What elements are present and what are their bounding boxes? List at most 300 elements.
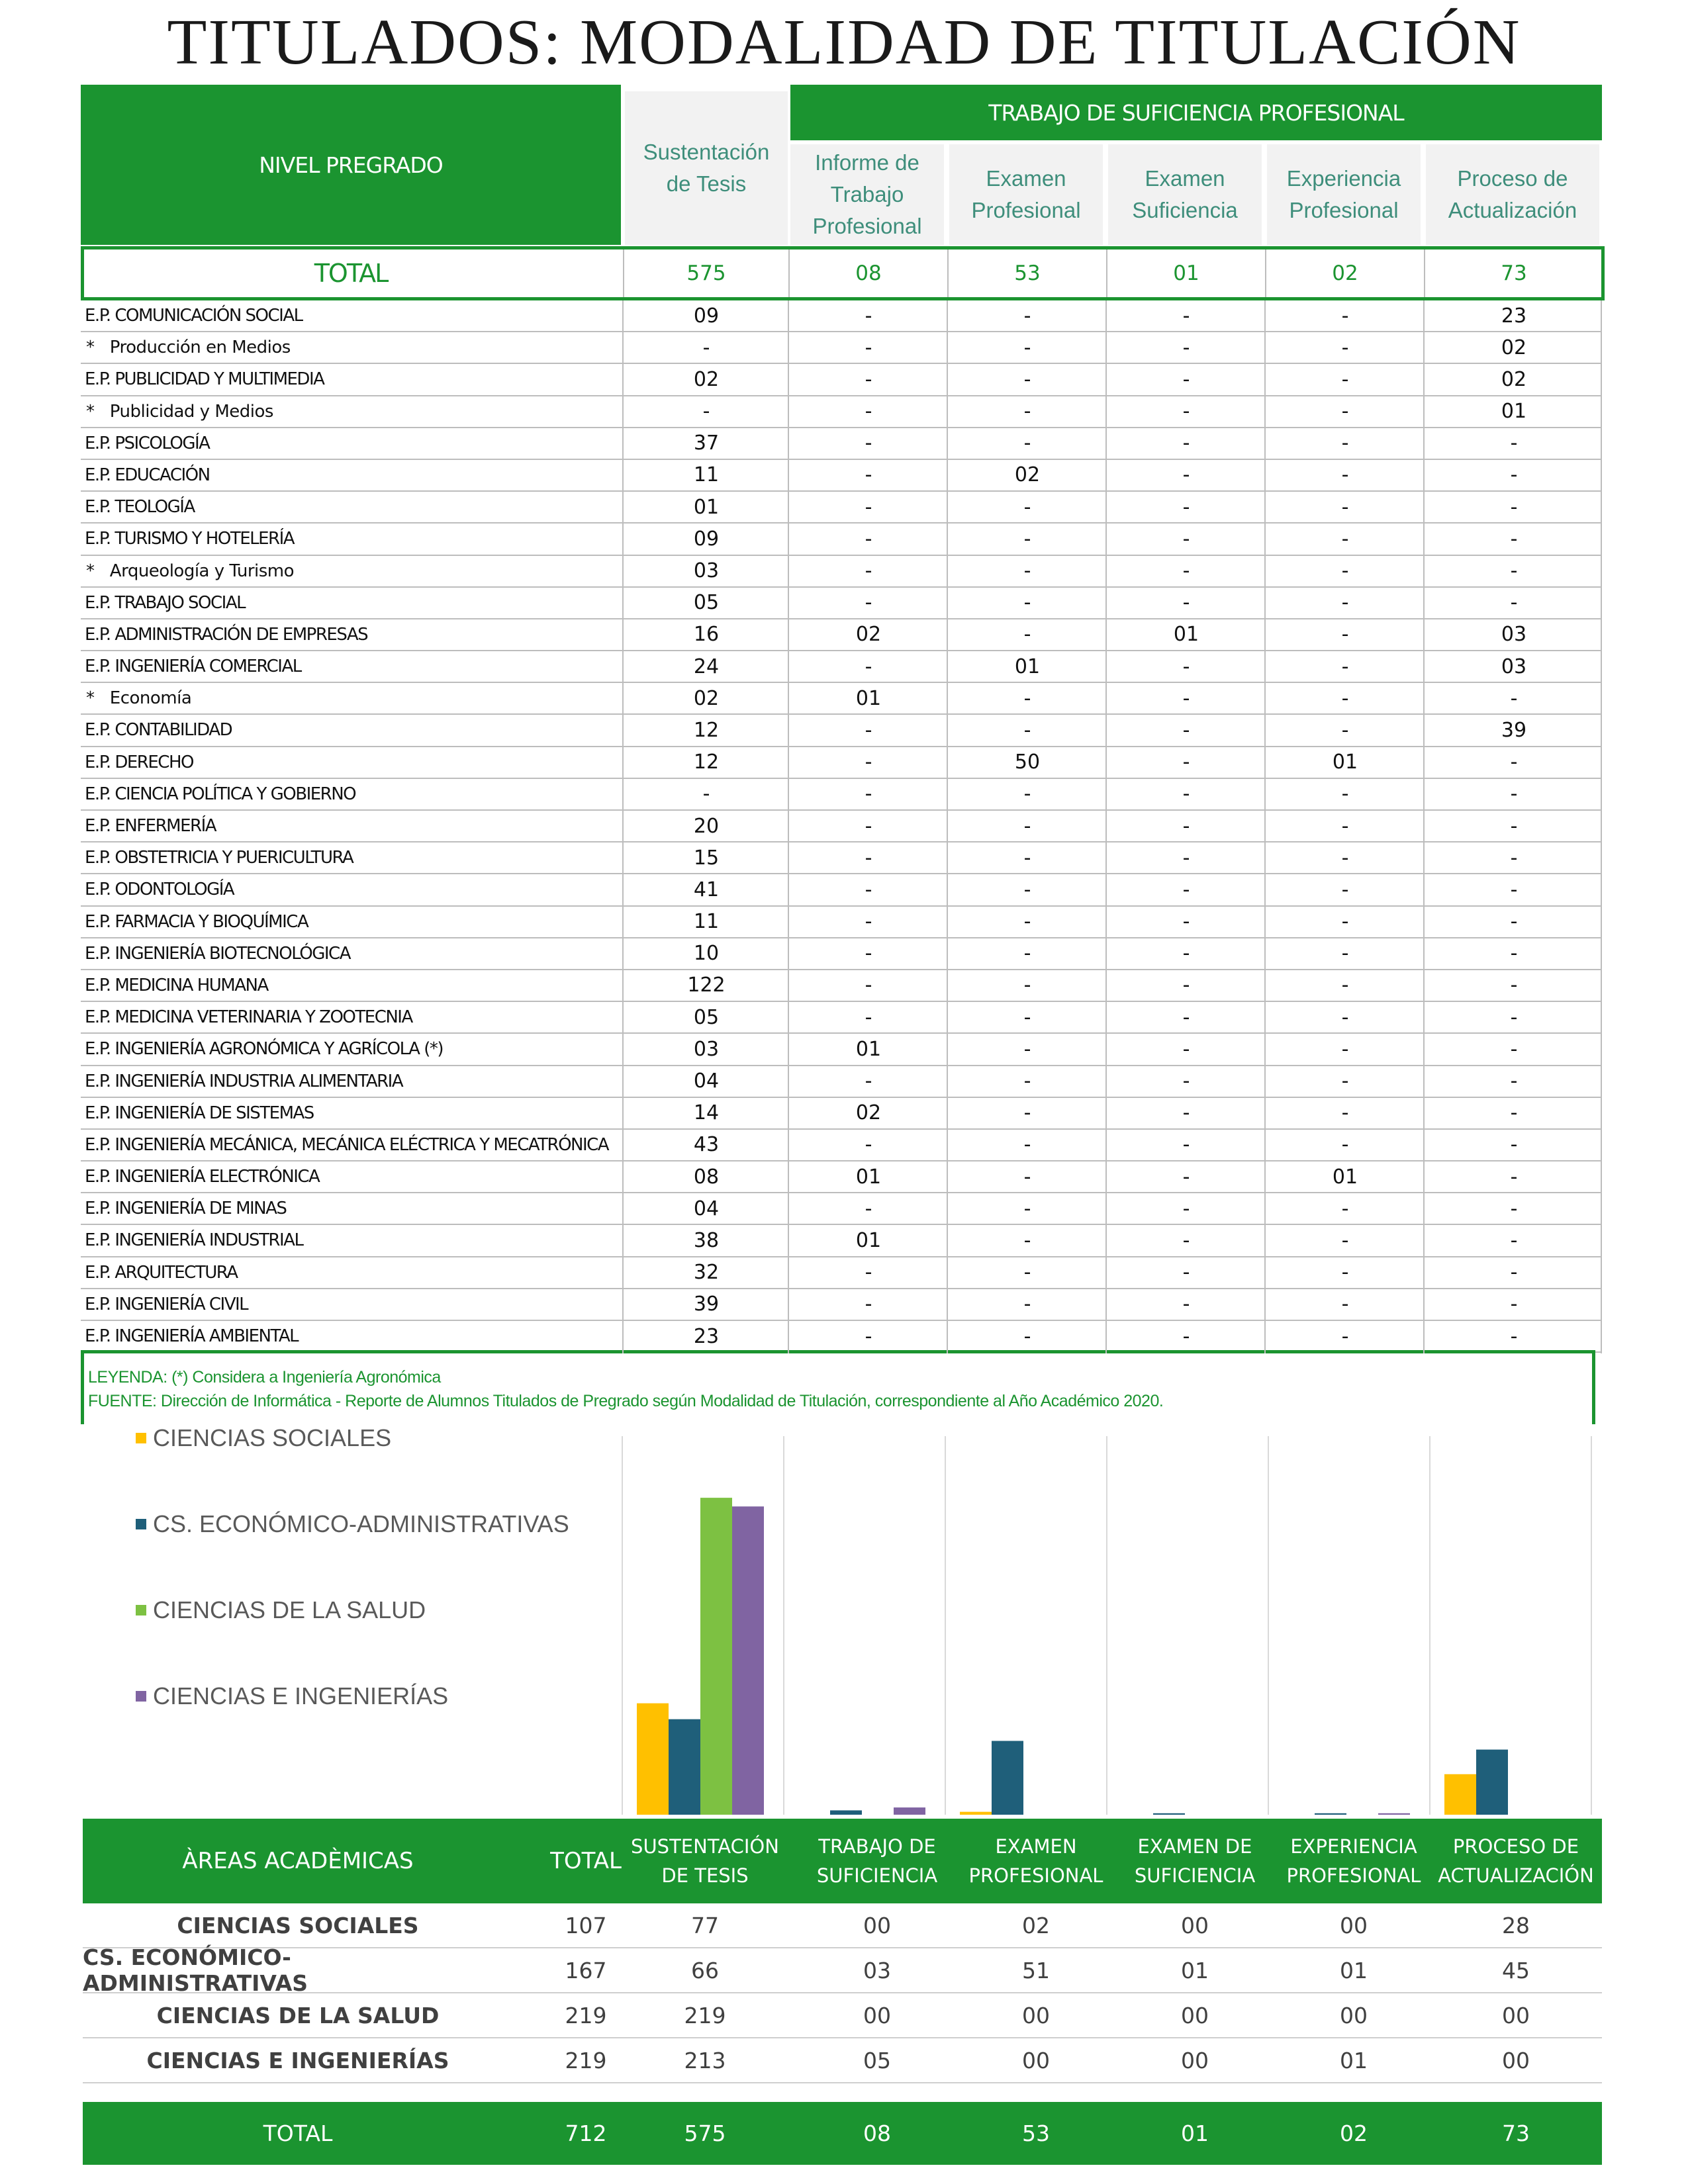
areas-total-value: 73 [1502, 2120, 1530, 2146]
table-row [81, 619, 1602, 651]
bar-3-1 [894, 1807, 925, 1815]
value-cell: - [1341, 878, 1349, 901]
area-name: CS. ECONÓMICO-ADMINISTRATIVAS [83, 1944, 308, 1996]
legend-label: CIENCIAS E INGENIERÍAS [153, 1682, 449, 1709]
total-row [81, 246, 1605, 300]
value-cell: - [865, 1005, 872, 1029]
value-cell: - [1341, 974, 1349, 997]
program-name: E.P. INGENIERÍA AGRONÓMICA Y AGRÍCOLA (*) [85, 1039, 443, 1060]
areas-header-cell [1274, 1819, 1433, 1903]
program-name: E.P. FARMACIA Y BIOQUÍMICA [85, 911, 308, 932]
area-value: 107 [565, 1912, 607, 1938]
value-cell: - [1510, 1197, 1518, 1220]
areas-table [83, 1819, 1602, 2165]
value-cell: 05 [693, 1005, 720, 1029]
table-row [81, 428, 1602, 460]
legend-item [136, 1682, 448, 1710]
value-cell: - [1510, 1324, 1518, 1348]
value-cell: 41 [693, 878, 720, 901]
areas-total-value: 08 [863, 2120, 891, 2146]
value-cell: 03 [693, 1037, 720, 1061]
tesis-header [625, 91, 788, 245]
program-name: E.P. MEDICINA HUMANA [85, 975, 268, 995]
area-value: 167 [565, 1957, 607, 1983]
value-cell: - [1023, 1005, 1031, 1029]
value-cell: - [1182, 1165, 1190, 1189]
value-cell: - [865, 974, 872, 997]
value-cell: 04 [693, 1197, 720, 1220]
value-cell: - [1023, 942, 1031, 966]
areas-header-cell [798, 1819, 957, 1903]
area-value: 00 [1502, 2002, 1530, 2028]
fuente-text: FUENTE: Dirección de Informática - Reporte de Alumnos Titulados de Pregrado según Modalidad de Titulación, correspondiente al Año Académico 2020. [88, 1392, 1164, 1410]
value-cell: - [1182, 527, 1190, 551]
value-cell: - [1182, 910, 1190, 934]
value-cell: 12 [693, 718, 720, 742]
program-name: E.P. ARQUITECTURA [85, 1262, 238, 1283]
value-cell: - [1341, 1005, 1349, 1029]
program-name: E.P. MEDICINA VETERINARIA Y ZOOTECNIA [85, 1007, 412, 1028]
areas-header-line: TRABAJO DE [818, 1835, 936, 1858]
program-name: * Producción en Medios [86, 338, 291, 358]
subcolumn-header-line: Suficiencia [1132, 198, 1238, 222]
value-cell: 09 [693, 527, 720, 551]
areas-total-value: 02 [1340, 2120, 1368, 2146]
area-value: 00 [1181, 2002, 1209, 2028]
value-cell: - [865, 782, 872, 806]
value-cell: - [1341, 1069, 1349, 1093]
table-row [81, 747, 1602, 779]
program-name: * Publicidad y Medios [86, 401, 273, 422]
value-cell: 08 [693, 1165, 720, 1189]
table-body [81, 300, 1602, 1353]
areas-header-cell [1430, 1819, 1602, 1903]
area-value: 00 [1022, 2047, 1050, 2073]
bar-3-4 [1378, 1813, 1410, 1815]
value-cell: 15 [693, 846, 720, 870]
areas-header-line: PROFESIONAL [968, 1864, 1103, 1887]
bar-1-2 [992, 1741, 1023, 1815]
value-cell: - [1182, 304, 1190, 328]
value-cell: 01 [855, 1165, 882, 1189]
leyenda-text: LEYENDA: (*) Considera a Ingeniería Agronómica [88, 1368, 441, 1387]
program-name: E.P. COMUNICACIÓN SOCIAL [85, 306, 303, 326]
value-cell: - [1341, 782, 1349, 806]
value-cell: - [1023, 1101, 1031, 1125]
subcolumn-header-line: Proceso de [1457, 166, 1568, 191]
value-cell: - [865, 942, 872, 966]
value-cell: - [1510, 878, 1518, 901]
value-cell: - [1182, 974, 1190, 997]
program-name: E.P. INGENIERÍA INDUSTRIAL [85, 1230, 303, 1251]
value-cell: - [1341, 942, 1349, 966]
value-cell: - [1182, 1197, 1190, 1220]
bar-0-2 [960, 1812, 992, 1815]
value-cell: - [1182, 495, 1190, 519]
area-value: 77 [691, 1912, 719, 1938]
total-label: TOTAL [314, 259, 388, 288]
areas-total-value: 575 [684, 2120, 726, 2146]
tsp-header: TRABAJO DE SUFICIENCIA PROFESIONAL [988, 99, 1404, 126]
tesis-header-line: Sustentación [643, 140, 770, 164]
program-name: E.P. INGENIERÍA INDUSTRIA ALIMENTARIA [85, 1071, 403, 1091]
area-value: 219 [565, 2002, 607, 2028]
value-cell: 01 [855, 686, 882, 710]
program-name: E.P. INGENIERÍA ELECTRÓNICA [85, 1167, 320, 1187]
areas-total-row [83, 2102, 1602, 2165]
areas-header-line: TOTAL [550, 1848, 622, 1874]
value-cell: - [1510, 591, 1518, 615]
program-name: E.P. ENFERMERÍA [85, 816, 216, 836]
table-row [81, 556, 1602, 588]
value-cell: - [1023, 878, 1031, 901]
value-cell: - [702, 336, 710, 359]
value-cell: 02 [855, 623, 882, 647]
areas-row [83, 1993, 1602, 2038]
areas-header-line: PROCESO DE [1452, 1835, 1579, 1858]
value-cell: - [865, 910, 872, 934]
tsp-subcolumn-header [949, 144, 1103, 245]
areas-header-line: ACTUALIZACIÓN [1438, 1864, 1594, 1887]
program-name: E.P. INGENIERÍA COMERCIAL [85, 657, 301, 677]
value-cell: - [1341, 814, 1349, 838]
table-row [81, 492, 1602, 523]
value-cell: 01 [855, 1228, 882, 1252]
value-cell: - [1023, 1324, 1031, 1348]
total-cell: 08 [855, 261, 882, 285]
value-cell: - [1182, 655, 1190, 678]
value-cell: - [1023, 591, 1031, 615]
value-cell: - [1510, 1133, 1518, 1157]
areas-header-line: ÀREAS ACADÈMICAS [182, 1848, 414, 1874]
value-cell: - [1341, 495, 1349, 519]
table-row [81, 811, 1602, 842]
value-cell: - [865, 751, 872, 774]
value-cell: - [865, 1293, 872, 1316]
value-cell: - [1510, 974, 1518, 997]
value-cell: - [1182, 1261, 1190, 1285]
areas-header-cell [83, 1819, 513, 1903]
area-value: 00 [1340, 1912, 1368, 1938]
value-cell: - [1341, 686, 1349, 710]
table-row [81, 1130, 1602, 1161]
area-value: 05 [863, 2047, 891, 2073]
subcolumn-header-line: Profesional [1289, 198, 1399, 222]
value-cell: - [1023, 846, 1031, 870]
legend-box [81, 1350, 1595, 1424]
value-cell: - [865, 1261, 872, 1285]
areas-header-cell [1115, 1819, 1274, 1903]
value-cell: - [1182, 846, 1190, 870]
program-name: E.P. EDUCACIÓN [85, 465, 210, 485]
value-cell: - [865, 367, 872, 391]
value-cell: - [1341, 591, 1349, 615]
value-cell: - [1510, 463, 1518, 487]
area-value: 51 [1022, 1957, 1050, 1983]
value-cell: - [1510, 527, 1518, 551]
value-cell: 02 [693, 367, 720, 391]
value-cell: - [1510, 782, 1518, 806]
areas-header-line: DE TESIS [661, 1864, 749, 1887]
value-cell: - [1341, 623, 1349, 647]
table-row [81, 1193, 1602, 1225]
value-cell: - [1341, 400, 1349, 424]
table-row [81, 715, 1602, 747]
areas-header-cell [957, 1819, 1115, 1903]
tsp-subcolumn-header [1426, 144, 1599, 245]
value-cell: - [1341, 1101, 1349, 1125]
table-row [81, 1321, 1602, 1353]
page-title: TITULADOS: MODALIDAD DE TITULACIÓN [167, 7, 1521, 78]
value-cell: - [1341, 336, 1349, 359]
value-cell: - [1182, 400, 1190, 424]
value-cell: - [1341, 910, 1349, 934]
tsp-subcolumn-header [1267, 144, 1421, 245]
table-row [81, 1098, 1602, 1130]
value-cell: - [1182, 336, 1190, 359]
bar-1-4 [1315, 1813, 1346, 1815]
program-name: E.P. INGENIERÍA MECÁNICA, MECÁNICA ELÉCTRICA Y MECATRÓNICA [85, 1134, 609, 1155]
bar-1-0 [669, 1719, 700, 1815]
value-cell: - [1023, 1261, 1031, 1285]
areas-row [83, 2038, 1602, 2083]
value-cell: - [1182, 718, 1190, 742]
area-value: 45 [1502, 1957, 1530, 1983]
value-cell: - [1510, 1165, 1518, 1189]
area-value: 213 [684, 2047, 726, 2073]
tsp-subcolumn-header [790, 144, 944, 245]
program-name: E.P. ODONTOLOGÍA [85, 880, 234, 900]
value-cell: 05 [693, 591, 720, 615]
areas-header [83, 1819, 1602, 1903]
subcolumn-header-line: Profesional [812, 214, 922, 238]
value-cell: - [1023, 432, 1031, 455]
value-cell: - [1341, 1133, 1349, 1157]
value-cell: - [1023, 1037, 1031, 1061]
value-cell: - [1023, 910, 1031, 934]
bar-1-5 [1476, 1750, 1508, 1815]
program-name: E.P. INGENIERÍA AMBIENTAL [85, 1326, 299, 1346]
value-cell: 01 [1014, 655, 1041, 678]
value-cell: - [1023, 1133, 1031, 1157]
value-cell: - [865, 718, 872, 742]
table-row [81, 396, 1602, 428]
program-name: E.P. DERECHO [85, 752, 193, 772]
table-row [81, 1161, 1602, 1193]
value-cell: 38 [693, 1228, 720, 1252]
value-cell: - [1510, 846, 1518, 870]
value-cell: - [1182, 1037, 1190, 1061]
value-cell: - [1510, 942, 1518, 966]
areas-header-line: EXPERIENCIA [1290, 1835, 1417, 1858]
bar-0-5 [1444, 1774, 1476, 1815]
value-cell: 37 [693, 432, 720, 455]
value-cell: - [865, 1324, 872, 1348]
legend-label: CIENCIAS SOCIALES [153, 1424, 392, 1451]
value-cell: 50 [1014, 751, 1041, 774]
area-name: CIENCIAS DE LA SALUD [156, 2002, 440, 2028]
value-cell: - [1510, 559, 1518, 582]
legend-swatch [136, 1519, 146, 1529]
value-cell: - [1023, 782, 1031, 806]
bar-0-0 [637, 1704, 669, 1815]
subcolumn-header-line: Experiencia [1286, 166, 1401, 191]
value-cell: - [865, 655, 872, 678]
value-cell: - [1341, 1037, 1349, 1061]
value-cell: - [1023, 686, 1031, 710]
bar-chart [0, 1423, 1688, 1820]
value-cell: 03 [1501, 623, 1527, 647]
table-row [81, 1225, 1602, 1257]
value-cell: - [1341, 559, 1349, 582]
legend-swatch [136, 1605, 146, 1615]
areas-total-value: 01 [1181, 2120, 1209, 2146]
area-value: 00 [863, 1912, 891, 1938]
table-row [81, 1257, 1602, 1289]
value-cell: 16 [693, 623, 720, 647]
value-cell: 23 [693, 1324, 720, 1348]
value-cell: - [1510, 1228, 1518, 1252]
value-cell: 122 [687, 974, 726, 997]
table-row [81, 842, 1602, 874]
value-cell: - [1182, 1324, 1190, 1348]
value-cell: - [1182, 367, 1190, 391]
value-cell: - [1182, 1101, 1190, 1125]
value-cell: - [865, 846, 872, 870]
value-cell: 02 [1501, 367, 1527, 391]
subcolumn-header-line: Trabajo [830, 182, 904, 206]
table-row [81, 907, 1602, 938]
areas-header-line: SUFICIENCIA [816, 1864, 938, 1887]
program-name: E.P. TRABAJO SOCIAL [85, 592, 246, 613]
value-cell: 32 [693, 1261, 720, 1285]
area-value: 00 [1502, 2047, 1530, 2073]
area-name: CIENCIAS SOCIALES [177, 1912, 419, 1938]
value-cell: - [1341, 304, 1349, 328]
value-cell: 04 [693, 1069, 720, 1093]
value-cell: - [1023, 1228, 1031, 1252]
value-cell: 14 [693, 1101, 720, 1125]
program-name: E.P. INGENIERÍA DE SISTEMAS [85, 1103, 314, 1123]
value-cell: 11 [693, 910, 720, 934]
area-value: 66 [691, 1957, 719, 1983]
value-cell: - [865, 432, 872, 455]
value-cell: 01 [855, 1037, 882, 1061]
areas-body [83, 1903, 1602, 2083]
area-value: 219 [684, 2002, 726, 2028]
value-cell: - [1510, 1293, 1518, 1316]
subcolumn-header-line: Informe de [815, 150, 919, 175]
legend-item [136, 1510, 569, 1538]
area-value: 00 [1181, 2047, 1209, 2073]
table-row [81, 332, 1602, 364]
value-cell: - [865, 304, 872, 328]
value-cell: - [1182, 782, 1190, 806]
table-row [81, 874, 1602, 906]
value-cell: 02 [693, 686, 720, 710]
value-cell: - [865, 336, 872, 359]
value-cell: 11 [693, 463, 720, 487]
area-value: 219 [565, 2047, 607, 2073]
legend-label: CS. ECONÓMICO-ADMINISTRATIVAS [153, 1510, 569, 1537]
program-name: * Economía [86, 688, 192, 709]
value-cell: 39 [1501, 718, 1527, 742]
total-cell: 73 [1501, 261, 1527, 285]
value-cell: - [1510, 1101, 1518, 1125]
value-cell: - [865, 463, 872, 487]
subcolumn-header-line: Profesional [971, 198, 1081, 222]
value-cell: - [1182, 1293, 1190, 1316]
value-cell: 01 [1332, 1165, 1358, 1189]
value-cell: 02 [1014, 463, 1041, 487]
areas-total-value: 53 [1022, 2120, 1050, 2146]
area-value: 00 [1181, 1912, 1209, 1938]
value-cell: - [1023, 527, 1031, 551]
subcolumn-header-line: Examen [1145, 166, 1225, 191]
value-cell: - [1182, 559, 1190, 582]
value-cell: - [1510, 495, 1518, 519]
value-cell: - [1182, 432, 1190, 455]
value-cell: - [1510, 1005, 1518, 1029]
value-cell: 12 [693, 751, 720, 774]
value-cell: - [1023, 336, 1031, 359]
value-cell: 01 [693, 495, 720, 519]
value-cell: - [1341, 1228, 1349, 1252]
value-cell: 01 [1501, 400, 1527, 424]
table-header [81, 85, 1602, 245]
value-cell: - [1341, 846, 1349, 870]
total-cell: 575 [686, 261, 726, 285]
table-row [81, 300, 1602, 332]
value-cell: 02 [855, 1101, 882, 1125]
value-cell: - [1341, 718, 1349, 742]
program-name: E.P. TURISMO Y HOTELERÍA [85, 529, 295, 549]
table-row [81, 460, 1602, 492]
legend-swatch [136, 1691, 146, 1702]
value-cell: - [1341, 1324, 1349, 1348]
value-cell: - [1341, 432, 1349, 455]
value-cell: - [1023, 1069, 1031, 1093]
table-row [81, 364, 1602, 396]
value-cell: - [865, 1133, 872, 1157]
value-cell: - [1341, 463, 1349, 487]
value-cell: - [1182, 686, 1190, 710]
legend-label: CIENCIAS DE LA SALUD [153, 1596, 426, 1623]
value-cell: - [1182, 1133, 1190, 1157]
program-name: E.P. OBSTETRICIA Y PUERICULTURA [85, 848, 353, 868]
program-name: E.P. INGENIERÍA BIOTECNOLÓGICA [85, 943, 350, 964]
table-row [81, 779, 1602, 811]
value-cell: - [1182, 942, 1190, 966]
table-row [81, 651, 1602, 683]
areas-header-line: EXAMEN [995, 1835, 1077, 1858]
value-cell: - [1510, 814, 1518, 838]
areas-header-line: PROFESIONAL [1286, 1864, 1421, 1887]
tsp-subcolumn-header [1108, 144, 1262, 245]
value-cell: - [865, 527, 872, 551]
subcolumn-header-line: Examen [986, 166, 1066, 191]
value-cell: - [1182, 591, 1190, 615]
value-cell: - [865, 1197, 872, 1220]
value-cell: - [1341, 527, 1349, 551]
table-row [81, 970, 1602, 1002]
total-cell: 02 [1332, 261, 1358, 285]
value-cell: - [1510, 1069, 1518, 1093]
subcolumn-header-line: Actualización [1448, 198, 1577, 222]
value-cell: - [1510, 432, 1518, 455]
table-row [81, 523, 1602, 555]
value-cell: - [1182, 814, 1190, 838]
